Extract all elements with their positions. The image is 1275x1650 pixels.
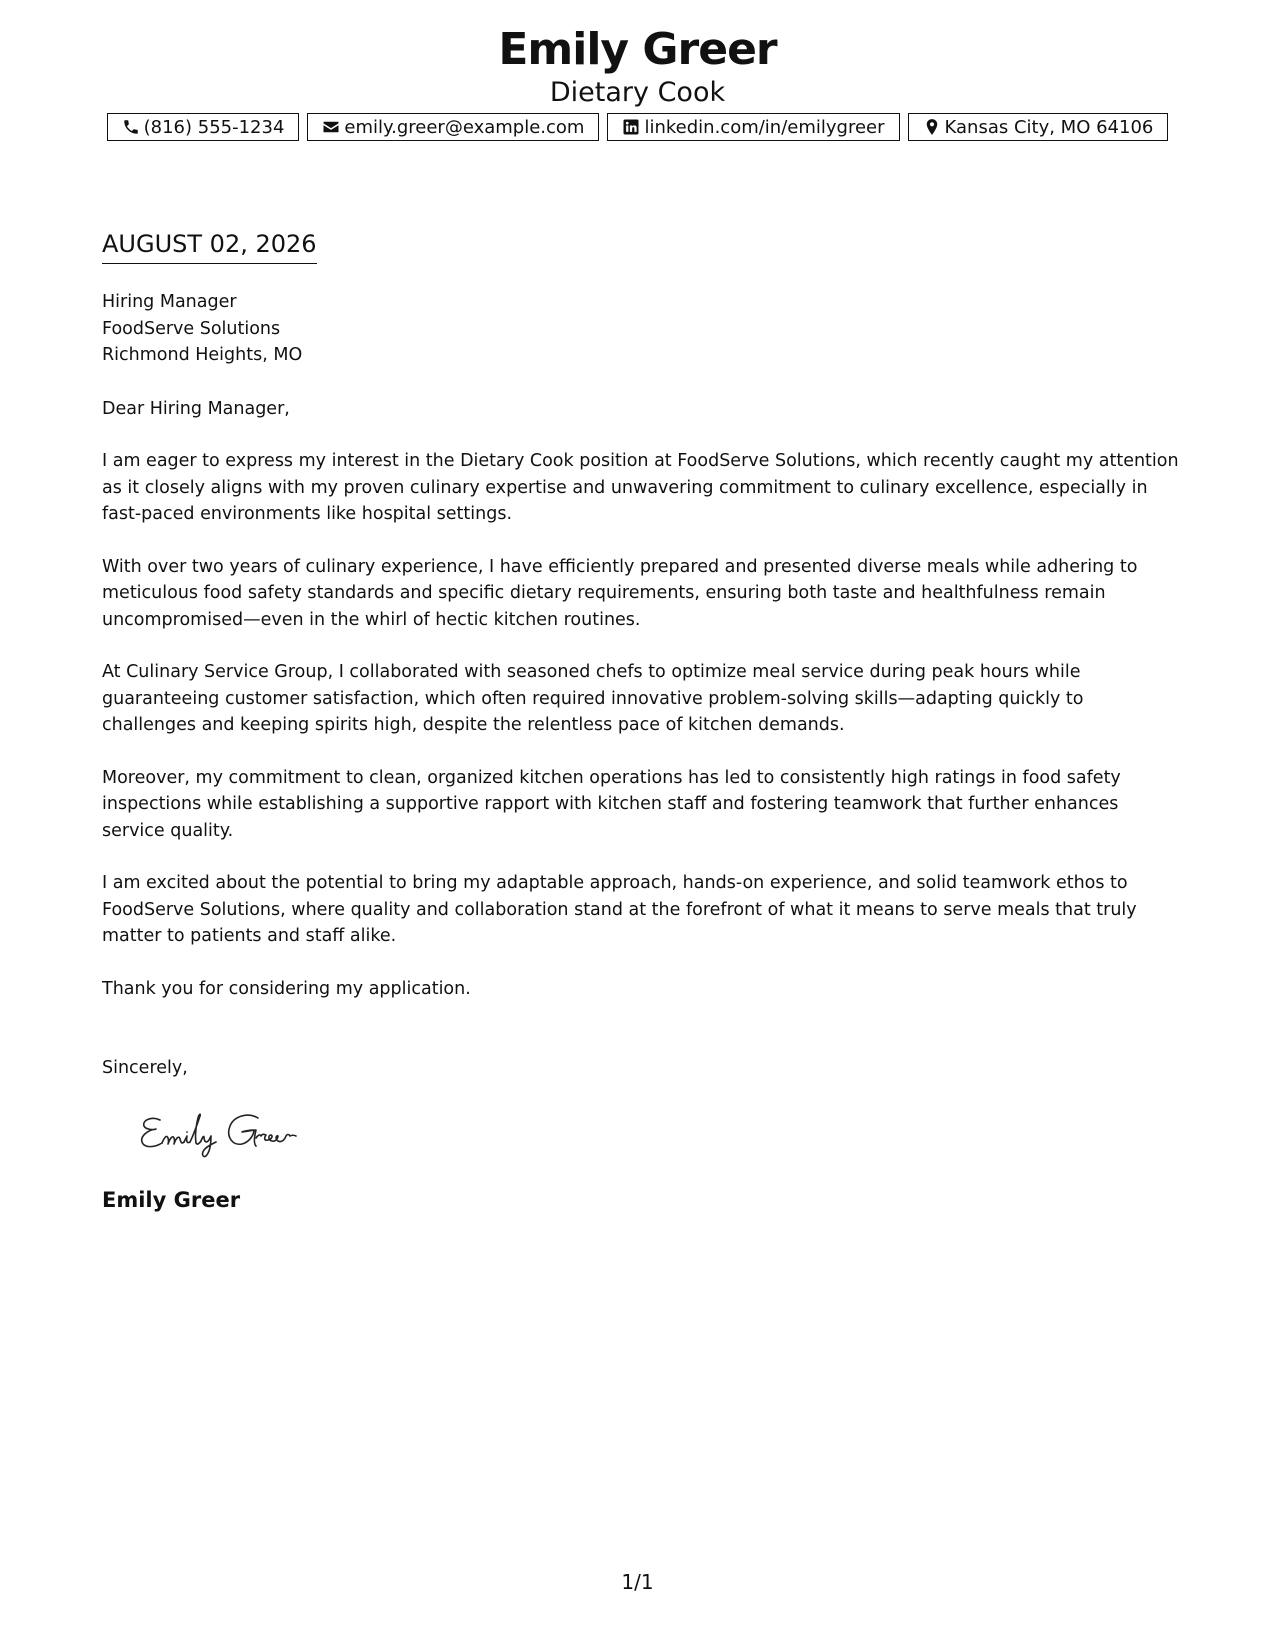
applicant-name: Emily Greer: [498, 24, 777, 75]
salutation: Dear Hiring Manager,: [102, 398, 290, 419]
linkedin-icon: [622, 118, 640, 136]
handwritten-signature: [138, 1108, 338, 1160]
paragraph-thanks: Thank you for considering my application.: [102, 978, 471, 999]
paragraph-3: At Culinary Service Group, I collaborated with seasoned chefs to optimize meal service during peak hours while guaranteeing customer satisfaction, which often required innovative problem-solving skills—adapting quickly to challenges and keeping spirits high, despite the relentless pace of kitchen demands.: [102, 662, 1084, 735]
contact-location-text: Kansas City, MO 64106: [944, 116, 1154, 138]
contact-phone-text: (816) 555-1234: [143, 116, 285, 138]
recipient-location: Richmond Heights, MO: [102, 345, 303, 365]
signer-name: Emily Greer: [102, 1187, 241, 1212]
paragraph-2: With over two years of culinary experience, I have efficiently prepared and presented diverse meals while adhering to meticulous food safety standards and specific dietary requirements, ensuring both taste and healthfulness remain uncompromised—even in the whirl of hectic kitchen routines.: [102, 556, 1138, 630]
map-marker-icon: [923, 118, 941, 136]
contact-email-text: emily.greer@example.com: [344, 116, 585, 138]
phone-icon: [122, 118, 140, 136]
contact-linkedin-text: linkedin.com/in/emilygreer: [644, 116, 885, 138]
closing: Sincerely,: [102, 1058, 188, 1078]
contact-bar: [0, 113, 1275, 141]
page-number: 1/1: [621, 1570, 654, 1594]
job-title: Dietary Cook: [549, 77, 726, 108]
recipient-company: FoodServe Solutions: [102, 318, 281, 339]
paragraph-1: I am eager to express my interest in the Dietary Cook position at FoodServe Solutions, which recently caught my attention as it closely aligns with my proven culinary expertise and unwavering commitment to culinary excellence, especially in fast-paced environments like hospital settings.: [102, 451, 1179, 524]
recipient-block: [102, 289, 1182, 369]
paragraph-5: I am excited about the potential to bring my adaptable approach, hands-on experience, and solid teamwork ethos to FoodServe Solutions, where quality and collaboration stand at the forefront of what it means to serve meals that truly matter to patients and staff alike.: [102, 873, 1137, 946]
contact-location[interactable]: [908, 113, 1169, 141]
paragraph-4: Moreover, my commitment to clean, organized kitchen operations has led to consistently high ratings in food safety inspections while establishing a supportive rapport with kitchen staff and fostering teamwork that further enhances service quality.: [102, 767, 1121, 841]
contact-phone[interactable]: [107, 113, 300, 141]
letter-body: [102, 289, 1182, 1214]
date-block: [102, 228, 317, 264]
envelope-icon: [322, 118, 340, 136]
recipient-title: Hiring Manager: [102, 292, 237, 312]
contact-linkedin[interactable]: [607, 113, 899, 141]
letter-date: AUGUST 02, 2026: [102, 228, 317, 264]
letter-header: [0, 24, 1275, 110]
contact-email[interactable]: [307, 113, 599, 141]
